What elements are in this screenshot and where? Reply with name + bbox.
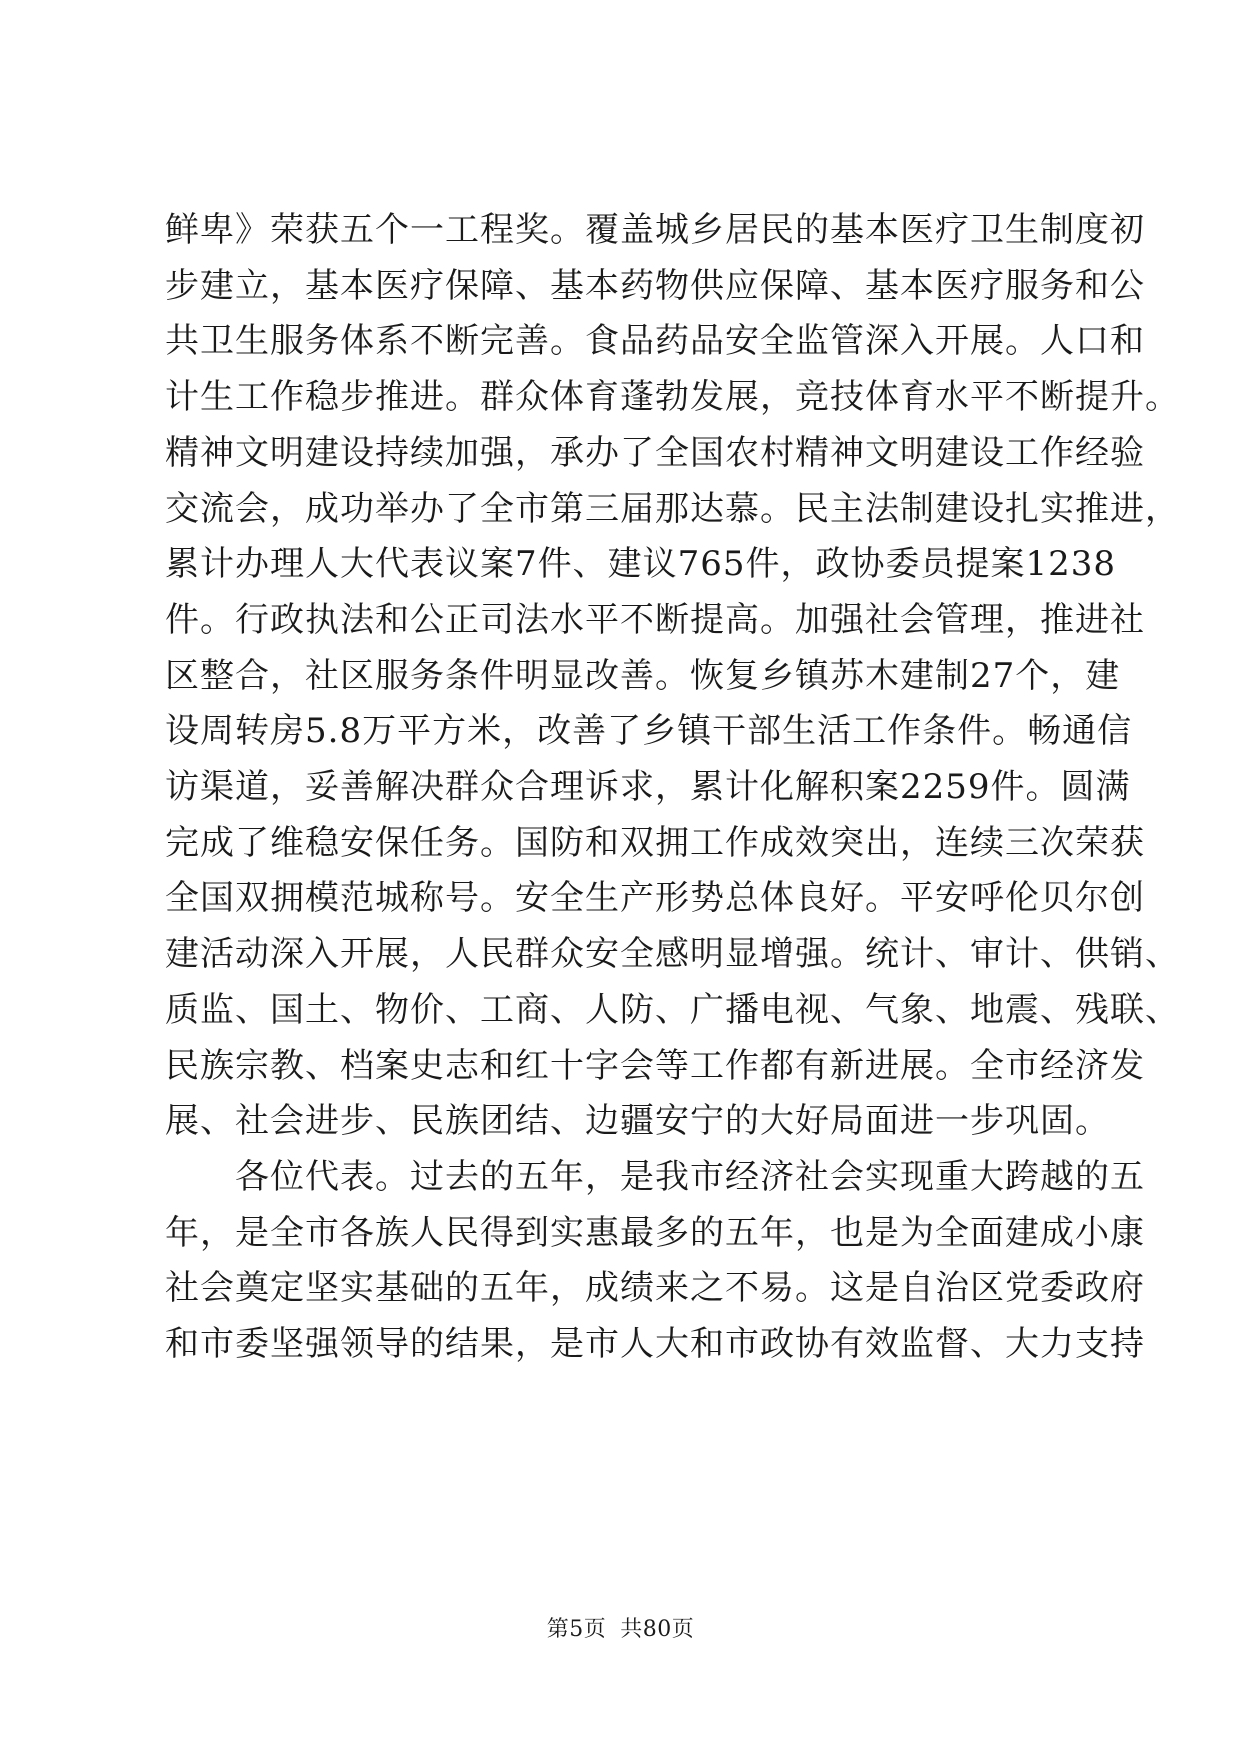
text-line: 区整合，社区服务条件明显改善。恢复乡镇苏木建制27个，建: [165, 655, 1121, 696]
text-line: 民族宗教、档案史志和红十字会等工作都有新进展。全市经济发: [165, 1045, 1145, 1086]
page-footer: [0, 1612, 1241, 1643]
text-line: 和市委坚强领导的结果，是市人大和市政协有效监督、大力支持: [165, 1324, 1145, 1365]
text-line: 全国双拥模范城称号。安全生产形势总体良好。平安呼伦贝尔创: [165, 878, 1145, 919]
text-line: 设周转房5.8万平方米，改善了乡镇干部生活工作条件。畅通信: [165, 711, 1133, 752]
text-line: 展、社会进步、民族团结、边疆安宁的大好局面进一步巩固。: [165, 1101, 1110, 1142]
body-text: [165, 203, 1180, 1373]
text-line: 计生工作稳步推进。群众体育蓬勃发展，竞技体育水平不断提升。: [165, 377, 1180, 418]
page-number: 第5页: [546, 1617, 607, 1642]
text-line: 社会奠定坚实基础的五年，成绩来之不易。这是自治区党委政府: [165, 1268, 1145, 1309]
text-line: 建活动深入开展，人民群众安全感明显增强。统计、审计、供销、: [165, 934, 1180, 975]
text-line: 步建立，基本医疗保障、基本药物供应保障、基本医疗服务和公: [165, 265, 1145, 306]
text-line: 访渠道，妥善解决群众合理诉求，累计化解积案2259件。圆满: [165, 767, 1131, 808]
paragraph-2: [165, 1150, 1145, 1373]
text-line: 件。行政执法和公正司法水平不断提高。加强社会管理，推进社: [165, 599, 1145, 640]
text-line: 交流会，成功举办了全市第三届那达慕。民主法制建设扎实推进，: [165, 488, 1180, 529]
text-line: 鲜卑》荣获五个一工程奖。覆盖城乡居民的基本医疗卫生制度初: [165, 210, 1145, 250]
text-line: 精神文明建设持续加强，承办了全国农村精神文明建设工作经验: [165, 432, 1145, 473]
paragraph-1: [165, 203, 1180, 1150]
page-total: 共80页: [620, 1617, 695, 1642]
text-line: 各位代表。过去的五年，是我市经济社会实现重大跨越的五: [235, 1156, 1145, 1197]
text-line: 质监、国土、物价、工商、人防、广播电视、气象、地震、残联、: [165, 989, 1180, 1030]
text-line: 累计办理人大代表议案7件、建议765件，政协委员提案1238: [165, 544, 1117, 585]
text-line: 年，是全市各族人民得到实惠最多的五年，也是为全面建成小康: [165, 1212, 1145, 1253]
text-line: 共卫生服务体系不断完善。食品药品安全监管深入开展。人口和: [165, 321, 1145, 362]
text-line: 完成了维稳安保任务。国防和双拥工作成效突出，连续三次荣获: [165, 822, 1145, 863]
